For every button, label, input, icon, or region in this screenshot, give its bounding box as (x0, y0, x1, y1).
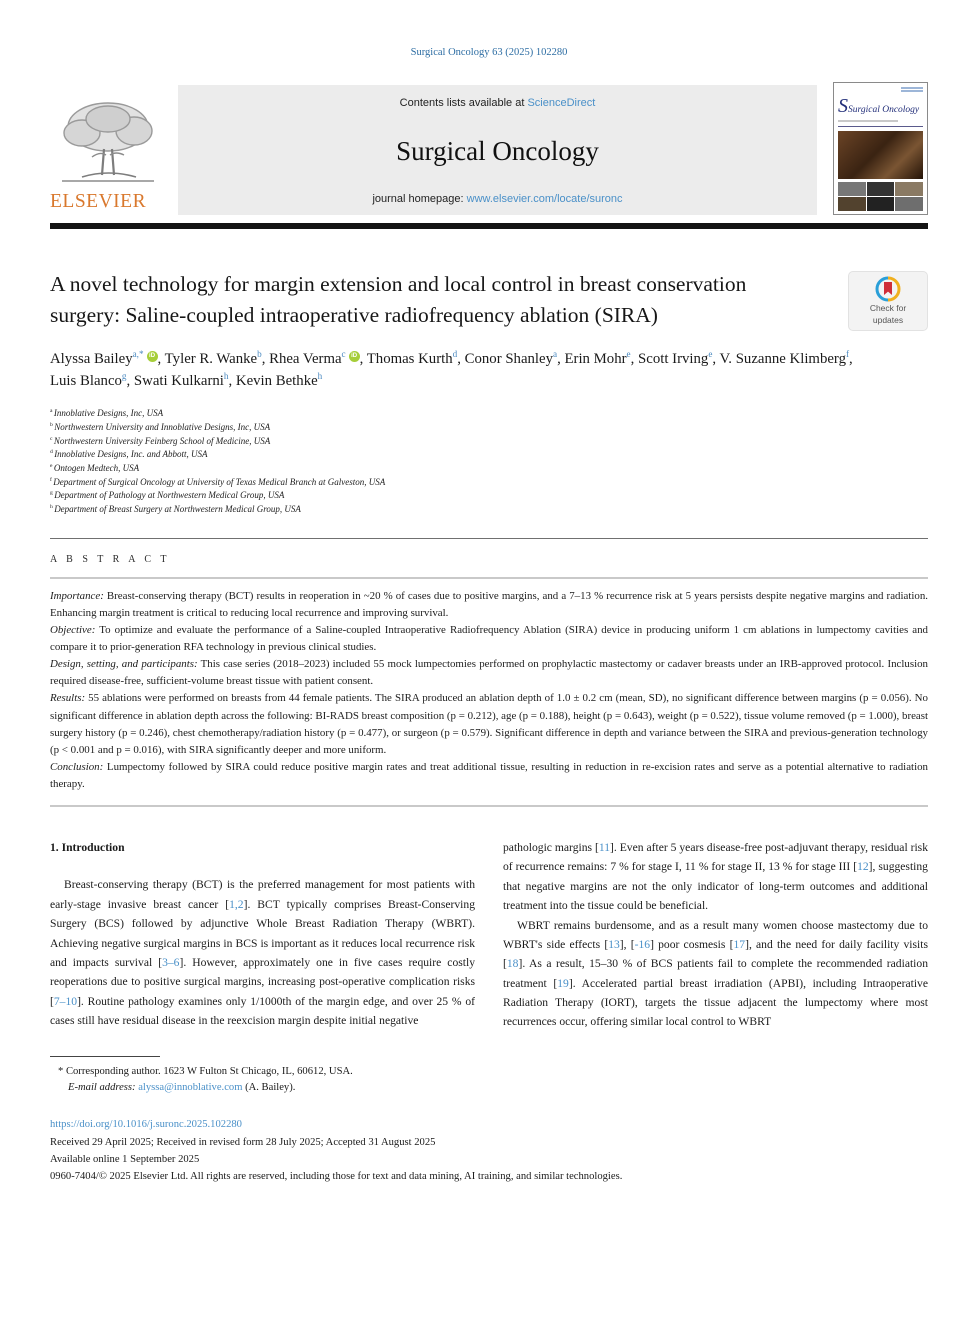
header-divider-bar (50, 223, 928, 229)
text-segment: This case series (2018–2023) included 55 mock lumpectomies performed on prophylactic mastectomy or cadaver breasts under an IRB-approved protocol. Inclusion required disease-free, sufficient-volume breast tissue with patient consent. (50, 658, 929, 688)
italic-label: Department of Pathology at Northwestern Medical Group, USA (54, 490, 285, 501)
cover-photo (838, 131, 923, 179)
inline-link[interactable]: -16 (634, 937, 651, 951)
author-list (50, 348, 870, 392)
text-segment: Breast-conserving therapy (BCT) is the preferred management for most patients with early-stage invasive breast cancer [ (50, 878, 475, 911)
superscript-marker: c (341, 349, 346, 360)
inline-link[interactable]: 18 (506, 957, 519, 971)
orcid-icon[interactable]: iD (349, 351, 360, 362)
left-column (50, 838, 475, 1032)
text-segment: 55 ablations were performed on breasts from 44 female patients. The SIRA produced an ablation depth of 1.0 ± 0.2 cm (mean, SD), no significant difference between margins (p = 0.056). No significant difference in ablation depth across the following: BI-RADS breast composition (p = 0.212), age (p = 0.188), height (p = 0.643), weight (p = 0.522), tissue volume removed (p = 1.000), breast surgery history (p = 0.246), chest chemotherapy/radiation history (p = 0.477), or surgeon (p = 0.579). Significant difference in depth and variance between the SIRA and previous-generation technology (p < 0.001 and p = 0.016), with SIRA significantly deeper and more uniform. (50, 692, 928, 756)
affiliation-f (50, 476, 928, 490)
inline-link[interactable]: 1,2 (229, 897, 244, 911)
text-segment: pathologic margins [ (503, 841, 599, 855)
abstract-importance (50, 588, 928, 622)
text-segment: ]. As a result, 15–30 % of BCS patients fail to complete the recommended radiation treatment [ (503, 957, 928, 990)
italic-label: Conclusion: (50, 760, 104, 773)
check-for-updates-badge[interactable] (848, 271, 928, 331)
cover-journal-title: SSurgical Oncology (838, 94, 920, 117)
abstract-design (50, 656, 928, 690)
text-segment: Breast-conserving therapy (BCT) results in reoperation in ~20 % of cases due to positive margins, and a 7–13 % recurrence risk at 5 years persists despite negative margins and radiation. Enhancing margin treatment is critical to reducing local recurrence and improving survival. (50, 589, 928, 619)
superscript-marker: a (553, 349, 558, 360)
abstract-body (50, 588, 928, 793)
superscript-marker: e (626, 349, 631, 360)
inline-link[interactable]: ScienceDirect (527, 97, 596, 109)
text-segment: Contents lists available at (399, 97, 528, 109)
inline-link[interactable]: 13 (608, 937, 620, 951)
inline-link[interactable]: alyssa@innoblative.com (138, 1082, 243, 1094)
text-segment: , V. Suzanne Klimberg (712, 351, 846, 367)
text-segment: ], [ (619, 937, 635, 951)
superscript-marker: g (121, 371, 127, 382)
italic-label: Innoblative Designs, Inc. and Abbott, USA (54, 449, 208, 460)
inline-link[interactable]: 7–10 (53, 994, 78, 1008)
abstract-objective (50, 622, 928, 656)
text-segment: ] poor cosmesis [ (650, 937, 734, 951)
text-segment: , Kevin Bethke (228, 373, 318, 390)
article-title: A novel technology for margin extension and local control in breast conservation surgery: Saline-coupled intraoperative radiofrequency ablation (SIRA) (50, 272, 747, 327)
abstract-top-rule (50, 538, 928, 539)
cover-photo-grid (838, 182, 923, 211)
superscript-marker: h (50, 504, 55, 511)
orcid-icon[interactable]: iD (147, 351, 158, 362)
text-segment: Lumpectomy followed by SIRA could reduce positive margin rates and treat additional tissue, resulting in reduction in re-excision rates and serve as a potential alternative to radiation therapy. (50, 760, 928, 790)
journal-citation-header: Surgical Oncology 63 (2025) 102280 (410, 47, 568, 58)
email-address-line (50, 1080, 928, 1096)
inline-link[interactable]: 11 (598, 841, 610, 855)
masthead-center (178, 85, 817, 215)
italic-label: Department of Surgical Oncology at University of Texas Medical Branch at Galveston, USA (53, 476, 386, 487)
affiliation-h (50, 503, 928, 517)
contents-list-line (186, 97, 809, 109)
superscript-marker: e (708, 349, 713, 360)
superscript-marker: a (50, 408, 54, 415)
superscript-marker: h (223, 371, 229, 382)
article-footer (50, 1116, 928, 1185)
intro-paragraph-left (50, 875, 475, 1030)
superscript-marker: g (50, 490, 55, 497)
text-segment: Alyssa Bailey (50, 351, 133, 367)
elsevier-logo (50, 85, 178, 215)
check-updates-label-line2: updates (872, 315, 904, 325)
text-segment: journal homepage: (372, 193, 467, 205)
italic-label: Results: (50, 692, 86, 705)
abstract-bottom-rule (50, 805, 928, 807)
inline-link[interactable]: www.elsevier.com/locate/suronc (466, 193, 623, 205)
affiliation-b (50, 421, 928, 435)
text-segment: ]. Routine pathology examines only 1/1000th of the margin edge, and over 25 % of cases still have residual disease in the reexcision margin despite initial negative (50, 994, 475, 1027)
italic-label: Importance: (50, 589, 104, 602)
footnote-rule (50, 1056, 160, 1057)
section-heading-introduction: 1. Introduction (50, 841, 125, 855)
masthead (50, 85, 928, 215)
received-dates-line: Received 29 April 2025; Received in revised form 28 July 2025; Accepted 31 August 2025 (50, 1136, 436, 1148)
text-segment: , Luis Blanco (50, 351, 853, 390)
abstract-conclusion (50, 759, 928, 793)
affiliation-g (50, 489, 928, 503)
text-segment: ]. BCT typically comprises Breast-Conserving Surgery (BCS) followed by adjunctive Whole Breast Radiation Therapy (WBRT). Achieving negative surgical margins in BCS is important as it reduces local recurrence risk and impacts survival [ (50, 897, 475, 969)
italic-label: Department of Breast Surgery at Northwestern Medical Group, USA (54, 504, 301, 515)
text-segment: , Rhea Verma (261, 351, 342, 367)
affiliation-c (50, 435, 928, 449)
text-segment: (A. Bailey). (242, 1082, 296, 1094)
crossmark-icon (875, 276, 901, 302)
body-columns (50, 838, 928, 1032)
intro-paragraph-right-2 (503, 916, 928, 1032)
title-row (50, 269, 928, 331)
text-segment: To optimize and evaluate the performance of a Saline-coupled Intraoperative Radiofrequency Ablation (SIRA) device in producing uniform 1 cm ablations in lumpectomy cavities and compare it to prior-generation RFA technology in previous clinical studies. (50, 623, 928, 654)
italic-label: Northwestern University Feinberg School of Medicine, USA (53, 435, 271, 446)
superscript-marker: b (257, 349, 262, 360)
italic-label: E-mail address: (68, 1082, 136, 1094)
text-segment: , Erin Mohr (557, 351, 627, 367)
available-online-line: Available online 1 September 2025 (50, 1153, 200, 1165)
superscript-marker: d (50, 449, 55, 456)
superscript-marker: h (317, 371, 323, 382)
text-segment: ], suggesting that negative margins are not the only indicator of long-term outcomes and additional treatment into the tissue could be beneficial. (503, 860, 928, 913)
superscript-marker: b (50, 422, 55, 429)
cover-rule (838, 126, 923, 127)
footnote-block (50, 1056, 928, 1097)
text-segment: ]. Even after 5 years disease-free post-adjuvant therapy, residual risk of recurrence remains: 7 % for stage I, 11 % for stage II, 13 % for stage III [ (503, 841, 928, 874)
inline-link[interactable]: 17 (733, 937, 746, 951)
abstract-heading: A B S T R A C T (50, 553, 171, 565)
check-updates-label-line1: Check for (869, 303, 907, 314)
superscript-marker: a,* (132, 349, 144, 360)
italic-label: Innoblative Designs, Inc, USA (53, 408, 164, 419)
abstract-heading-rule (50, 577, 928, 579)
corresponding-author-note: * Corresponding author. 1623 W Fulton St Chicago, IL, 60612, USA. (58, 1065, 353, 1077)
copyright-line: 0960-7404/© 2025 Elsevier Ltd. All rights are reserved, including those for text and data mining, AI training, and similar technologies. (50, 1170, 623, 1182)
affiliation-e (50, 462, 928, 476)
journal-cover-thumbnail[interactable] (833, 82, 928, 215)
inline-link[interactable]: 3–6 (162, 955, 180, 969)
journal-title: Surgical Oncology (396, 135, 599, 166)
cover-meta-lines (838, 86, 923, 94)
affiliation-a (50, 407, 928, 421)
text-segment: WBRT remains burdensome, and as a result many women choose mastectomy due to WBRT's side effects [ (503, 918, 928, 951)
inline-link[interactable]: 19 (557, 976, 569, 990)
superscript-marker: f (845, 349, 850, 360)
text-segment: ], and the need for daily facility visits [ (503, 937, 928, 971)
superscript-marker: f (50, 476, 54, 483)
text-segment: ]. However, approximately one in five cases require costly reoperations due to positive surgical margins, increasing post-operative complication risks [ (50, 955, 475, 1008)
affiliation-d (50, 448, 928, 462)
text-segment: ]. Accelerated partial breast irradiation (APBI), including Intraoperative Radiation Therapy (IORT), targets the tissue adjacent the lumpectomy where most recurrences occur, offering similar local control to WBRT (503, 976, 928, 1029)
text-segment: , Swati Kulkarni (126, 373, 224, 390)
text-segment: , Conor Shanley (457, 351, 553, 367)
italic-label: Ontogen Medtech, USA (53, 463, 140, 474)
right-column (503, 838, 928, 1032)
text-segment: , Scott Irving (630, 351, 709, 367)
superscript-marker: e (50, 463, 54, 470)
journal-homepage-line (186, 193, 809, 205)
italic-label: Northwestern University and Innoblative Designs, Inc, USA (54, 422, 271, 433)
text-segment: , Thomas Kurth (359, 351, 453, 367)
cover-tagline (838, 120, 898, 122)
superscript-marker: d (452, 349, 458, 360)
elsevier-tree-icon (52, 97, 164, 189)
superscript-marker: c (50, 435, 54, 442)
italic-label: Design, setting, and participants: (50, 658, 198, 671)
inline-link[interactable]: 12 (857, 860, 869, 874)
italic-label: Objective: (50, 623, 96, 636)
abstract-results (50, 690, 928, 758)
doi-link[interactable]: https://doi.org/10.1016/j.suronc.2025.102280 (50, 1119, 242, 1131)
affiliation-list (50, 407, 928, 516)
elsevier-wordmark: ELSEVIER (50, 191, 147, 212)
text-segment: , Tyler R. Wanke (157, 351, 258, 367)
intro-paragraph-right-1 (503, 838, 928, 915)
